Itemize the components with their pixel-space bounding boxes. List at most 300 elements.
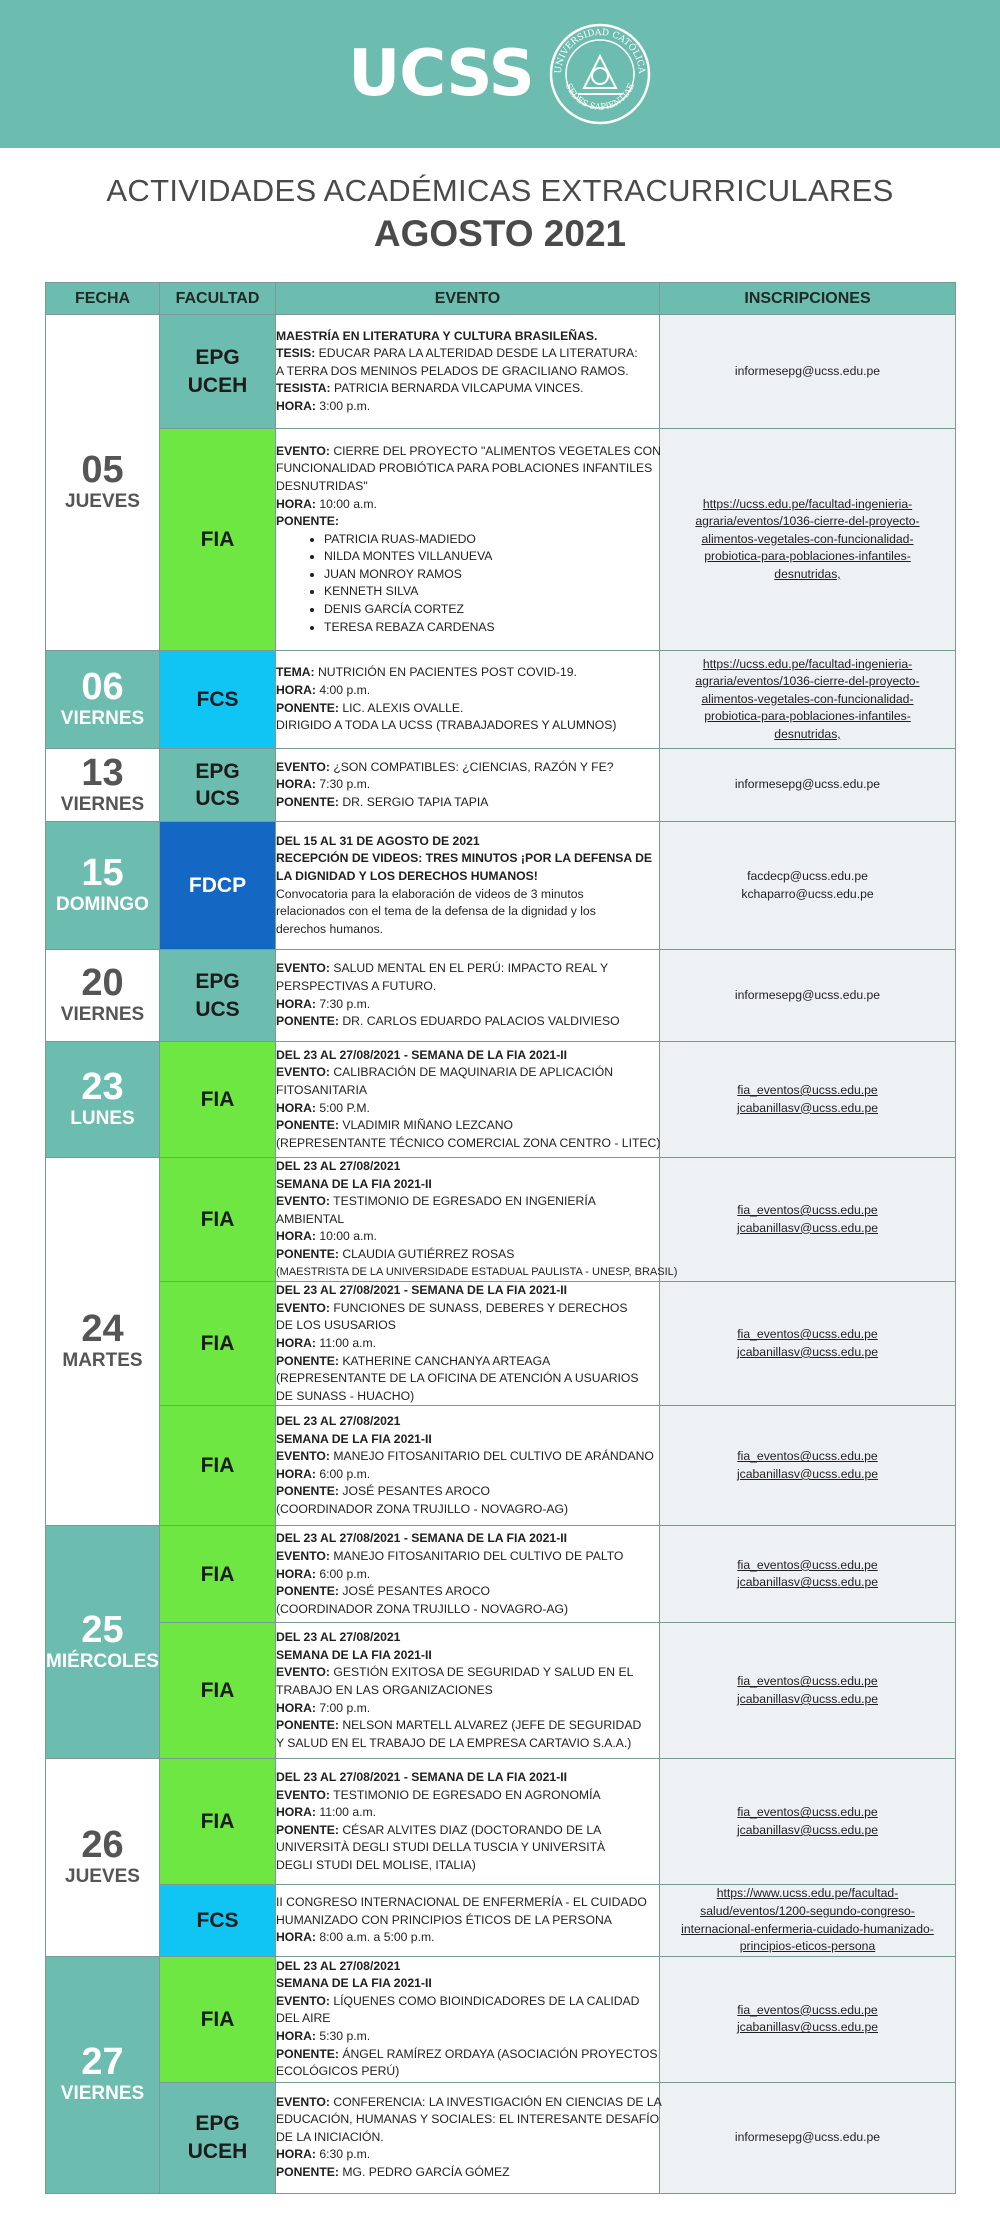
event-line	[276, 1717, 659, 1735]
registration-link[interactable]: jcabanillasv@ucss.edu.pe	[736, 1344, 879, 1359]
column-header-fecha: FECHA	[46, 283, 160, 315]
event-field-label: DEL 23 AL 27/08/2021 - SEMANA DE LA FIA 2021-II	[276, 1047, 568, 1062]
event-field-label: EVENTO:	[276, 1194, 330, 1209]
faculty-label: EPG	[195, 2112, 240, 2136]
event-line	[276, 1857, 659, 1875]
event-line	[276, 1839, 659, 1857]
event-line	[276, 443, 659, 461]
registration-cell	[660, 1759, 956, 1885]
speaker-item: • JUAN MONROY RAMOS	[324, 566, 659, 584]
event-field-value: TESTIMONIO DE EGRESADO EN INGENIERÍA	[329, 1194, 596, 1209]
registration-link[interactable]: jcabanillasv@ucss.edu.pe	[736, 2020, 879, 2035]
event-line	[276, 850, 659, 868]
event-field-label: PONENTE:	[276, 1014, 339, 1029]
registration-link[interactable]: alimentos-vegetales-con-funcionalidad-	[701, 531, 914, 546]
date-cell	[46, 950, 160, 1042]
event-field-value: CÉSAR ALVITES DIAZ (DOCTORANDO DE LA	[338, 1822, 602, 1837]
event-field-label: HORA:	[276, 1466, 316, 1481]
registration-cell	[660, 950, 956, 1042]
faculty-cell	[160, 1759, 276, 1885]
event-cell	[276, 2082, 660, 2193]
event-field-label: DEL 23 AL 27/08/2021 - SEMANA DE LA FIA 2021-II	[276, 1283, 568, 1298]
event-line	[276, 921, 659, 939]
event-field-label: HORA:	[276, 1805, 316, 1820]
event-field-label: EVENTO:	[276, 443, 330, 458]
registration-cell	[660, 822, 956, 950]
table-row	[46, 1282, 956, 1406]
event-line	[276, 1501, 659, 1519]
event-field-value: FUNCIONES DE SUNASS, DEBERES Y DERECHOS	[329, 1300, 628, 1315]
event-line	[276, 1370, 659, 1388]
event-field-label: EVENTO:	[276, 759, 330, 774]
event-line	[276, 1929, 659, 1947]
registration-cell	[660, 1158, 956, 1282]
event-field-value: Y SALUD EN EL TRABAJO DE LA EMPRESA CARTAVIO S.A.A.)	[276, 1735, 632, 1750]
event-line	[276, 1769, 659, 1787]
registration-link[interactable]: jcabanillasv@ucss.edu.pe	[736, 1220, 879, 1235]
event-line	[276, 1431, 659, 1449]
event-field-label: HORA:	[276, 1335, 316, 1350]
event-field-value: MG. PEDRO GARCÍA GÓMEZ	[338, 2165, 510, 2180]
date-weekday: VIERNES	[60, 1004, 145, 1026]
table-row	[46, 1759, 956, 1885]
event-line	[276, 2111, 659, 2129]
registration-link[interactable]: https://ucss.edu.pe/facultad-ingenieria-	[702, 656, 913, 671]
event-field-label: LA DIGNIDAD Y LOS DERECHOS HUMANOS!	[276, 868, 538, 883]
faculty-label: EPG	[195, 970, 240, 994]
event-field-label: RECEPCIÓN DE VIDEOS: TRES MINUTOS ¡POR LA DEFENSA DE	[276, 851, 653, 866]
event-field-label: PONENTE:	[276, 1118, 339, 1133]
event-field-value: A TERRA DOS MENINOS PELADOS DE GRACILIANO RAMOS.	[276, 363, 629, 378]
registration-link[interactable]: fia_eventos@ucss.edu.pe	[737, 1202, 878, 1217]
event-cell	[276, 1623, 660, 1759]
event-field-value: CLAUDIA GUTIÉRREZ ROSAS	[338, 1246, 515, 1261]
event-field-value: 10:00 a.m.	[315, 496, 377, 511]
event-field-value: 8:00 a.m. a 5:00 p.m.	[315, 1930, 435, 1945]
event-field-value: 6:30 p.m.	[315, 2147, 371, 2162]
event-field-value: CALIBRACIÓN DE MAQUINARIA DE APLICACIÓN	[329, 1065, 614, 1080]
event-line	[276, 1894, 659, 1912]
event-line	[276, 1993, 659, 2011]
event-line	[276, 1700, 659, 1718]
page-subtitle: AGOSTO 2021	[373, 213, 627, 255]
faculty-label: EPG	[195, 759, 240, 783]
event-line	[276, 1601, 659, 1619]
registration-link[interactable]: desnutridas,	[774, 566, 841, 581]
event-field-value: (REPRESENTANTE TÉCNICO COMERCIAL ZONA CENTRO - LITEC)	[276, 1135, 661, 1150]
event-line	[276, 1530, 659, 1548]
event-field-label: DEL 23 AL 27/08/2021	[276, 1958, 401, 1973]
registration-link[interactable]: agraria/eventos/1036-cierre-del-proyecto-	[695, 674, 920, 689]
registration-cell	[660, 1282, 956, 1406]
faculty-cell	[160, 2082, 276, 2193]
date-number: 15	[81, 852, 124, 895]
registration-link[interactable]: probiotica-para-poblaciones-infantiles-	[704, 709, 911, 724]
faculty-cell	[160, 950, 276, 1042]
event-line	[276, 1664, 659, 1682]
event-field-value: TESTIMONIO DE EGRESADO EN AGRONOMÍA	[329, 1787, 601, 1802]
event-field-value: II CONGRESO INTERNACIONAL DE ENFERMERÍA - EL CUIDADO	[276, 1895, 647, 1910]
event-line	[276, 759, 659, 777]
event-field-value: (COORDINADOR ZONA TRUJILLO - NOVAGRO-AG)	[276, 1601, 569, 1616]
speaker-item: • NILDA MONTES VILLANUEVA	[324, 548, 659, 566]
table-row	[46, 1042, 956, 1158]
event-line	[276, 717, 659, 735]
event-field-value: MANEJO FITOSANITARIO DEL CULTIVO DE ARÁNDANO	[329, 1449, 654, 1464]
faculty-label: FIA	[200, 1679, 235, 1703]
event-line	[276, 1117, 659, 1135]
date-weekday: VIERNES	[60, 708, 145, 730]
registration-cell	[660, 1406, 956, 1526]
event-field-label: MAESTRÍA EN LITERATURA Y CULTURA BRASILEÑAS.	[276, 328, 598, 343]
registration-link[interactable]: jcabanillasv@ucss.edu.pe	[736, 1575, 879, 1590]
date-cell	[46, 822, 160, 950]
registration-link[interactable]: https://ucss.edu.pe/facultad-ingenieria-	[702, 496, 913, 511]
event-field-value: DEGLI STUDI DEL MOLISE, ITALIA)	[276, 1858, 476, 1872]
event-field-value: ECOLÓGICOS PERÚ)	[276, 2064, 400, 2079]
table-row	[46, 1526, 956, 1623]
event-field-label: EVENTO:	[276, 1787, 330, 1802]
faculty-label: UCS	[195, 787, 240, 810]
event-field-label: TESIS:	[276, 346, 316, 361]
event-field-value: ¿SON COMPATIBLES: ¿CIENCIAS, RAZÓN Y FE?	[329, 759, 614, 774]
table-row	[46, 429, 956, 651]
event-line	[276, 996, 659, 1014]
event-field-label: PONENTE:	[276, 1822, 339, 1837]
registration-cell	[660, 1526, 956, 1623]
event-line	[276, 496, 659, 514]
table-row	[46, 1406, 956, 1526]
faculty-label: FCS	[196, 687, 239, 711]
schedule-table	[45, 282, 956, 2194]
speaker-item: • KENNETH SILVA	[324, 583, 659, 601]
faculty-cell	[160, 749, 276, 822]
registration-email: facdecp@ucss.edu.pe	[747, 868, 868, 883]
faculty-label: FIA	[200, 1207, 235, 1231]
event-field-label: PONENTE:	[276, 2046, 339, 2061]
date-weekday: JUEVES	[65, 1866, 140, 1888]
event-field-label: PONENTE:	[276, 514, 339, 529]
event-field-value: (COORDINADOR ZONA TRUJILLO - NOVAGRO-AG)	[276, 1502, 569, 1516]
event-line	[276, 1353, 659, 1371]
registration-link[interactable]: alimentos-vegetales-con-funcionalidad-	[701, 691, 914, 706]
table-row	[46, 950, 956, 1042]
table-row	[46, 1956, 956, 2082]
event-field-label: HORA:	[276, 1700, 316, 1715]
event-field-label: PONENTE:	[276, 1484, 339, 1499]
event-field-value: EDUCAR PARA LA ALTERIDAD DESDE LA LITERATURA:	[315, 346, 638, 361]
event-field-value: 7:30 p.m.	[315, 996, 371, 1011]
event-field-value: LÍQUENES COMO BIOINDICADORES DE LA CALIDAD	[329, 1993, 640, 2008]
registration-link[interactable]: agraria/eventos/1036-cierre-del-proyecto-	[695, 514, 920, 529]
event-field-value: DE SUNASS - HUACHO)	[276, 1388, 415, 1403]
event-field-label: TEMA:	[276, 665, 315, 680]
registration-email: informesepg@ucss.edu.pe	[734, 2129, 881, 2144]
registration-cell	[660, 2082, 956, 2193]
svg-text:UNIVERSIDAD CATÓLICA: UNIVERSIDAD CATÓLICA	[553, 27, 646, 75]
faculty-label: UCEH	[187, 2139, 248, 2163]
registration-cell	[660, 1623, 956, 1759]
event-line	[276, 328, 659, 346]
registration-cell	[660, 1885, 956, 1956]
registration-link[interactable]: jcabanillasv@ucss.edu.pe	[736, 1691, 879, 1706]
event-line	[276, 1013, 659, 1031]
event-line	[276, 2164, 659, 2182]
event-line	[276, 1135, 659, 1153]
event-line	[276, 1682, 659, 1700]
date-weekday: VIERNES	[60, 793, 145, 815]
event-cell	[276, 1956, 660, 2082]
event-line	[276, 1413, 659, 1431]
event-line	[276, 794, 659, 812]
faculty-label: FIA	[200, 2007, 235, 2031]
faculty-cell	[160, 1406, 276, 1526]
event-line	[276, 1246, 659, 1264]
page-title-block	[0, 148, 1000, 282]
date-cell	[46, 1759, 160, 1956]
event-cell	[276, 315, 660, 429]
event-field-label: PONENTE:	[276, 2165, 339, 2180]
event-field-label: HORA:	[276, 682, 316, 697]
event-line	[276, 682, 659, 700]
event-field-label: HORA:	[276, 1930, 316, 1945]
event-field-label: PONENTE:	[276, 794, 339, 809]
date-number: 23	[81, 1066, 124, 1109]
event-field-label: EVENTO:	[276, 1300, 330, 1315]
event-line	[276, 1583, 659, 1601]
event-field-label: EVENTO:	[276, 1548, 330, 1563]
registration-cell	[660, 1956, 956, 2082]
event-field-value: 4:00 p.m.	[315, 682, 371, 697]
event-line	[276, 380, 659, 398]
event-line	[276, 1176, 659, 1194]
event-field-label: DEL 23 AL 27/08/2021	[276, 1414, 401, 1429]
faculty-label: FIA	[200, 1562, 235, 1586]
event-field-value: 5:00 P.M.	[315, 1100, 370, 1115]
event-field-label: HORA:	[276, 996, 316, 1011]
date-number: 20	[81, 962, 124, 1005]
event-line	[276, 2094, 662, 2112]
event-field-value: 6:00 p.m.	[315, 1466, 371, 1481]
faculty-cell	[160, 429, 276, 651]
event-line	[276, 2146, 659, 2164]
event-line	[276, 1647, 659, 1665]
event-line	[276, 1958, 659, 1976]
registration-link[interactable]: fia_eventos@ucss.edu.pe	[737, 1805, 878, 1820]
registration-link[interactable]: principios-eticos-persona	[739, 1939, 876, 1954]
column-header-inscripciones: INSCRIPCIONES	[660, 283, 956, 315]
event-field-value: 11:00 a.m.	[315, 1805, 377, 1820]
event-field-label: SEMANA DE LA FIA 2021-II	[276, 1176, 432, 1191]
event-field-label: DEL 23 AL 27/08/2021 - SEMANA DE LA FIA 2021-II	[276, 1770, 568, 1785]
event-field-value: 10:00 a.m.	[315, 1229, 377, 1244]
registration-link[interactable]: probiotica-para-poblaciones-infantiles-	[704, 549, 911, 564]
event-field-label: EVENTO:	[276, 1665, 330, 1680]
registration-link[interactable]: jcabanillasv@ucss.edu.pe	[736, 1822, 879, 1837]
registration-link[interactable]: jcabanillasv@ucss.edu.pe	[736, 1466, 879, 1481]
event-line	[276, 1483, 659, 1501]
event-field-value: LIC. ALEXIS OVALLE.	[338, 700, 464, 715]
event-field-label: HORA:	[276, 398, 316, 413]
event-line	[276, 978, 659, 996]
event-line	[276, 363, 659, 381]
faculty-cell	[160, 1282, 276, 1406]
event-line	[276, 1548, 659, 1566]
event-line	[276, 513, 659, 531]
event-field-value: TRABAJO EN LAS ORGANIZACIONES	[276, 1683, 493, 1698]
event-field-value: KATHERINE CANCHANYA ARTEAGA	[338, 1353, 551, 1368]
event-field-value: 3:00 p.m.	[315, 398, 371, 413]
event-line	[276, 868, 659, 886]
date-cell	[46, 315, 160, 651]
event-field-label: HORA:	[276, 1229, 316, 1244]
event-field-value: MANEJO FITOSANITARIO DEL CULTIVO DE PALTO	[329, 1548, 624, 1563]
registration-email: kchaparro@ucss.edu.pe	[741, 886, 874, 901]
event-cell	[276, 1406, 660, 1526]
registration-link[interactable]: fia_eventos@ucss.edu.pe	[737, 2002, 878, 2017]
table-row	[46, 651, 956, 749]
event-field-value: JOSÉ PESANTES AROCO	[338, 1584, 491, 1599]
event-line	[276, 776, 659, 794]
table-row	[46, 1158, 956, 1282]
registration-link[interactable]: jcabanillasv@ucss.edu.pe	[736, 1100, 879, 1115]
faculty-cell	[160, 822, 276, 950]
event-line	[276, 345, 659, 363]
registration-link[interactable]: fia_eventos@ucss.edu.pe	[737, 1674, 878, 1689]
event-field-value: ÁNGEL RAMÍREZ ORDAYA (ASOCIACIÓN PROYECTOS	[338, 2046, 658, 2061]
event-field-value: PATRICIA BERNARDA VILCAPUMA VINCES.	[330, 381, 584, 396]
registration-link[interactable]: salud/eventos/1200-segundo-congreso-	[700, 1903, 915, 1918]
event-field-value: relacionados con el tema de la defensa de la dignidad y los	[276, 904, 596, 919]
event-line	[276, 1064, 659, 1082]
event-line	[276, 2046, 659, 2064]
table-row	[46, 2082, 956, 2193]
event-field-value: PERSPECTIVAS A FUTURO.	[276, 978, 437, 993]
event-field-value: 11:00 a.m.	[315, 1335, 377, 1350]
event-field-value: CONFERENCIA: LA INVESTIGACIÓN EN CIENCIAS DE LA	[329, 2094, 662, 2109]
event-field-value: GESTIÓN EXITOSA DE SEGURIDAD Y SALUD EN EL	[329, 1665, 634, 1680]
event-field-label: TESISTA:	[276, 381, 331, 396]
faculty-label: FIA	[200, 1087, 235, 1111]
faculty-label: FIA	[200, 1454, 235, 1478]
registration-link[interactable]: internacional-enfermeria-cuidado-humanizado-	[681, 1921, 934, 1936]
faculty-cell	[160, 651, 276, 749]
registration-link[interactable]: fia_eventos@ucss.edu.pe	[737, 1449, 878, 1464]
date-number: 05	[81, 449, 124, 492]
speaker-list	[276, 531, 659, 637]
date-cell	[46, 749, 160, 822]
faculty-label: EPG	[195, 346, 240, 370]
event-field-value: NELSON MARTELL ALVAREZ (JEFE DE SEGURIDAD	[338, 1718, 642, 1733]
registration-email: informesepg@ucss.edu.pe	[734, 987, 881, 1002]
speaker-item: • TERESA REBAZA CARDENAS	[324, 619, 659, 637]
event-line	[276, 1317, 659, 1335]
registration-cell	[660, 429, 956, 651]
event-line	[276, 1282, 659, 1300]
event-field-value: JOSÉ PESANTES AROCO	[338, 1484, 491, 1499]
date-number: 13	[81, 751, 124, 794]
date-number: 27	[81, 2041, 124, 2084]
registration-email: informesepg@ucss.edu.pe	[734, 363, 881, 378]
event-field-value: FUNCIONALIDAD PROBIÓTICA PARA POBLACIONES INFANTILES	[276, 461, 653, 476]
date-cell	[46, 1158, 160, 1526]
event-field-value: FITOSANITARIA	[276, 1082, 367, 1097]
faculty-label: FIA	[200, 1810, 235, 1834]
event-field-value: 6:00 p.m.	[315, 1566, 371, 1581]
event-line	[276, 1264, 678, 1282]
registration-link[interactable]: fia_eventos@ucss.edu.pe	[737, 1557, 878, 1572]
registration-cell	[660, 651, 956, 749]
event-field-value: (MAESTRISTA DE LA UNIVERSIDADE ESTADUAL PAULISTA - UNESP, BRASIL)	[276, 1265, 678, 1278]
event-field-value: UNIVERSITÀ DEGLI STUDI DELLA TUSCIA Y UNIVERSITÀ	[276, 1840, 606, 1855]
registration-email: informesepg@ucss.edu.pe	[734, 777, 881, 792]
event-field-value: 7:00 p.m.	[315, 1700, 371, 1715]
registration-link[interactable]: https://www.ucss.edu.pe/facultad-	[716, 1886, 899, 1901]
date-weekday: MIÉRCOLES	[46, 1650, 159, 1672]
date-weekday: VIERNES	[60, 2083, 145, 2105]
faculty-cell	[160, 315, 276, 429]
faculty-label: UCEH	[187, 373, 248, 397]
registration-link[interactable]: fia_eventos@ucss.edu.pe	[737, 1327, 878, 1342]
event-field-value: Convocatoria para la elaboración de videos de 3 minutos	[276, 886, 584, 901]
event-line	[276, 1158, 659, 1176]
date-cell	[46, 1956, 160, 2193]
event-line	[276, 1804, 659, 1822]
event-field-label: HORA:	[276, 1100, 316, 1115]
event-cell	[276, 1885, 660, 1956]
table-row	[46, 749, 956, 822]
event-line	[276, 1211, 659, 1229]
event-field-value: (REPRESENTANTE DE LA OFICINA DE ATENCIÓN A USUARIOS	[276, 1371, 639, 1386]
event-line	[276, 1629, 659, 1647]
event-field-value: DIRIGIDO A TODA LA UCSS (TRABAJADORES Y ALUMNOS)	[276, 718, 617, 733]
faculty-label: FDCP	[188, 873, 247, 897]
header-banner	[0, 0, 1000, 148]
speaker-item: • PATRICIA RUAS-MADIEDO	[324, 531, 659, 549]
event-field-value: DR. CARLOS EDUARDO PALACIOS VALDIVIESO	[338, 1014, 620, 1029]
faculty-label: FCS	[196, 1908, 239, 1932]
event-field-label: DEL 23 AL 27/08/2021	[276, 1159, 401, 1173]
date-cell	[46, 651, 160, 749]
event-field-label: EVENTO:	[276, 1449, 330, 1464]
registration-link[interactable]: fia_eventos@ucss.edu.pe	[737, 1082, 878, 1097]
event-field-label: HORA:	[276, 496, 316, 511]
event-line	[276, 478, 659, 496]
event-field-value: DR. SERGIO TAPIA TAPIA	[338, 794, 489, 809]
ucss-logo: UCSS	[348, 37, 534, 111]
event-line	[276, 833, 659, 851]
table-row	[46, 1623, 956, 1759]
event-field-value: AMBIENTAL	[276, 1211, 345, 1226]
column-header-facultad: FACULTAD	[160, 283, 276, 315]
event-field-label: PONENTE:	[276, 1353, 339, 1368]
column-header-evento: EVENTO	[276, 283, 660, 315]
table-row	[46, 1885, 956, 1956]
event-field-value: 7:30 p.m.	[315, 777, 371, 792]
registration-link[interactable]: desnutridas,	[774, 726, 841, 741]
event-line	[276, 1082, 659, 1100]
event-line	[276, 1466, 659, 1484]
event-line	[276, 1047, 659, 1065]
event-field-label: HORA:	[276, 2147, 316, 2162]
event-line	[276, 1335, 659, 1353]
event-line	[276, 1787, 659, 1805]
event-line	[276, 1822, 659, 1840]
speaker-item: • DENIS GARCÍA CORTEZ	[324, 601, 659, 619]
registration-cell	[660, 1042, 956, 1158]
event-line	[276, 903, 659, 921]
event-line	[276, 700, 659, 718]
